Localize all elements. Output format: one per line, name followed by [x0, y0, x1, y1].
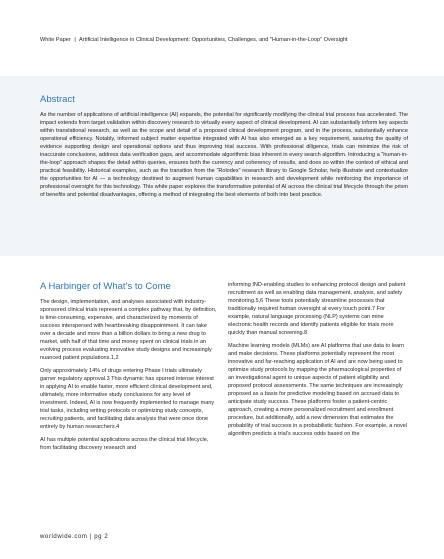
paragraph: Only approximately 14% of drugs entering Phase I trials ultimately garner regulatory approval.3 This dynamic has spurred intense interest in applying AI to enable faster, more efficient clinical development and, ultimately, more informative study conclusions for any level of investment. Indeed, AI is now frequently implemented to manage many trial tasks, including writing protocols or optimizing study concepts, recruiting patients, and facilitating data analysis that were once done entirely by human researchers.4: [40, 367, 215, 431]
abstract-title: Abstract: [40, 94, 75, 105]
left-column: [40, 298, 218, 456]
paragraph: AI has multiple potential applications across the clinical trial lifecycle, from facilitating discovery research and: [40, 436, 209, 451]
paragraph: The design, implementation, and analyses associated with industry-sponsored clinical trials represent a complex pathway that, by definition, is time-consuming, expensive, and characterized by moments of success interspersed with heartbreaking disappointment. It can take over a decade and more than a billion dollars to bring a new drug to market, with half of that time and money spent on clinical trials in an evolving process evaluating innovative study designs and increasingly nuanced patient populations.1,2: [40, 299, 217, 362]
right-column: [228, 281, 408, 443]
footer-website: worldwide.com: [40, 534, 88, 540]
header-separator: |: [74, 37, 76, 43]
footer-separator: |: [89, 534, 92, 540]
running-header: [40, 37, 410, 44]
section-title: A Harbinger of What’s to Come: [40, 281, 171, 292]
page-footer: [40, 534, 108, 540]
paragraph: informing IND-enabling studies to enhancing protocol design and patient recruitment as well as enabling data management, analysis, and safety monitoring.5,6 These tools potentially streamline processes that traditionally required human oversight at every touch point.7 For example, natural language processing (NLP) systems can mine electronic health records and identify patients eligible for trials more quickly than manual screening.8: [228, 282, 406, 337]
header-doc-title: Artificial Intelligence in Clinical Development: Opportunities, Challenges, and "Human-in-the-Loop" Oversight: [79, 37, 348, 43]
abstract-text: As the number of applications of artificial intelligence (AI) expands, the potential for significantly modifying the clinical trial process has accelerated. The impact extends from target validation within discovery research to virtually every aspect of clinical development. AI can substantially inform key aspects within translational research, as well as the scope and detail of a proposed clinical development program, and in the process, substantially enhance operational efficiency. Notably, informed subject matter expertise integrated with AI has also emerged as a key requirement, assuring the quality of evidence supporting design and operational options and thus improving trial success. With professional diligence, trials can minimize the risk of inaccurate conclusions, address data verification gaps, and accommodate algorithmic bias inherent in every search algorithm. Introducing a “human-in-the-loop” approach shapes the detail within queries, ensures both the currency and coherency of results, and does so within the context of ethical and practical feasibility. Historical examples, such as the transition from the “Rolodex” research library to Google Scholar, help illustrate and contextualize the opportunities for AI — a technology destined to augment human capabilities in research and development while reinforcing the importance of professional oversight for this technology. This white paper explores the transformative potential of AI across the clinical trial lifecycle through the prism of benefits and potential disadvantages, offering a method of integrating the best elements of both into best practice.: [40, 112, 408, 199]
header-doc-type: White Paper: [40, 37, 71, 43]
paragraph: Machine learning models (MLMs) are AI platforms that use data to learn and make decisions. These platforms potentially represent the most innovative and far-reaching application of AI and are now being used to optimize study protocols by mapping the pharmacological properties of an investigational agent to unique aspects of patient eligibility and proposed protocol assessments. The same techniques are increasingly proposed as a basis for predictive modeling based on accrued data to anticipate study success. These platforms foster a patient-centric approach, creating a more personalized recruitment and enrollment procedure, but additionally, add a new dimension that estimates the probability of trial success in a probabilistic fashion. For example, a novel algorithm predicts a trial’s success odds based on the: [228, 342, 408, 438]
page-number: pg 2: [94, 534, 109, 540]
